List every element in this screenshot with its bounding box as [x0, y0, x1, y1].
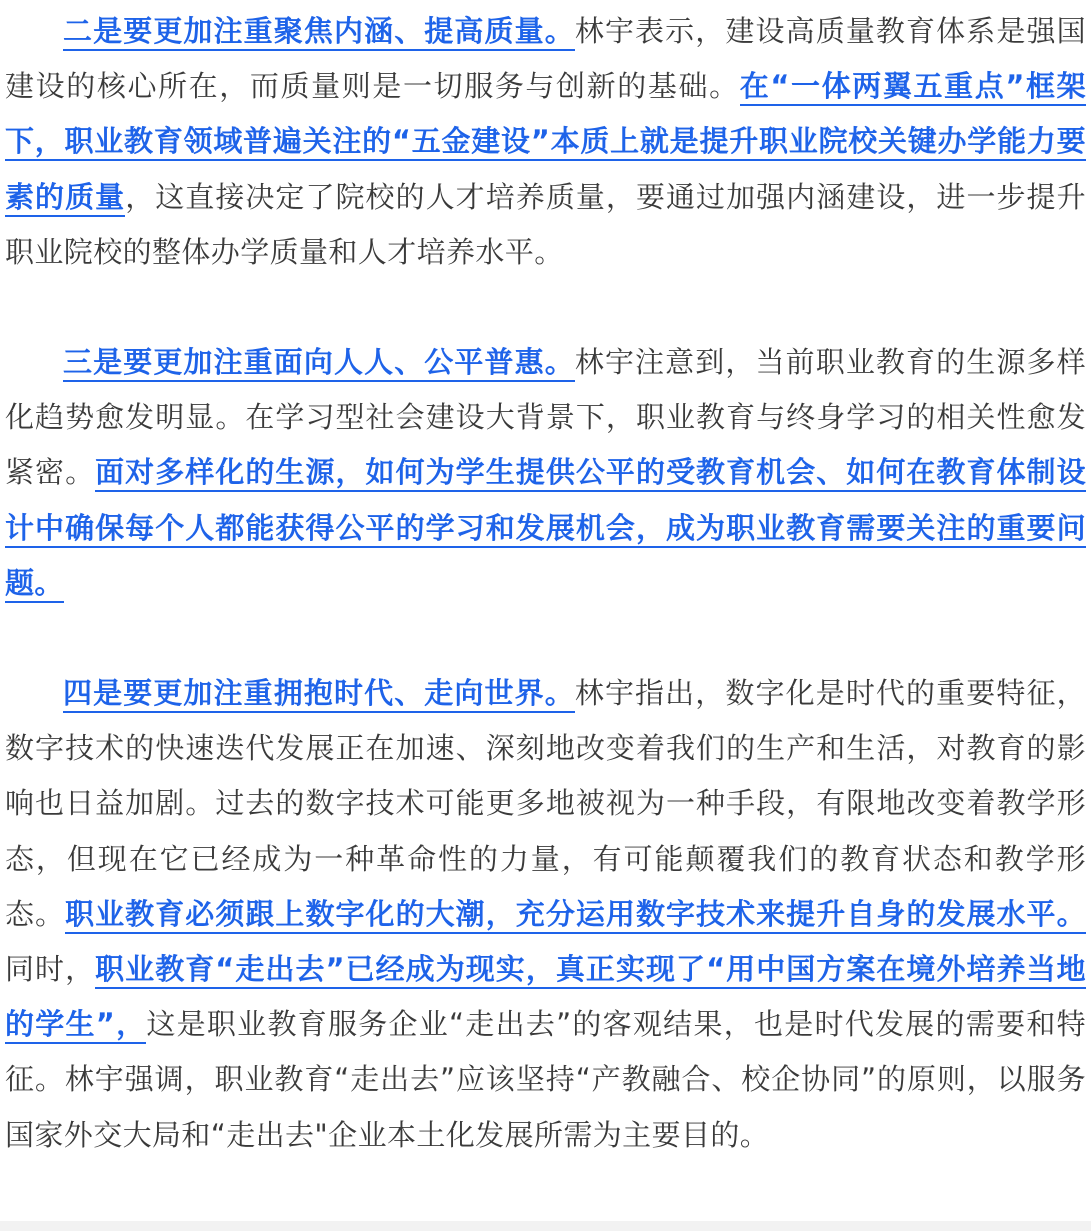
emphasis-heading: 三是要更加注重面向人人、公平普惠。	[63, 345, 575, 382]
paragraph-digital-global	[5, 666, 1086, 1163]
body-text: ，这直接决定了院校的人才培养质量，要通过加强内涵建设，进一步提升职业院校的整体办学质量和人才培养水平。	[5, 179, 1086, 269]
body-text: 林宇注意到，当前职业教育的生源多样化趋势愈发明显。在学习型社会建设大背景下，职业教育与终身学习的相关性愈发紧密。	[5, 345, 1086, 490]
emphasis-text: 职业教育必须跟上数字化的大潮，充分运用数字技术来提升自身的发展水平。	[65, 897, 1086, 934]
body-text: 林宇指出，数字化是时代的重要特征，数字技术的快速迭代发展正在加速、深刻地改变着我们的生产和生活，对教育的影响也日益加剧。过去的数字技术可能更多地被视为一种手段，有限地改变着教学形态，但现在它已经成为一种革命性的力量，有可能颠覆我们的教育状态和教学形态。	[5, 676, 1086, 931]
body-text: 这是职业教育服务企业“走出去”的客观结果，也是时代发展的需要和特征。林宇强调，职业教育“走出去”应该坚持“产教融合、校企协同”的原则，以服务国家外交大局和“走出去"企业本土化发展所需为主要目的。	[5, 1007, 1087, 1152]
emphasis-text: 在“一体两翼五重点”框架下，职业教育领域普遍关注的“五金建设”本质上就是提升职业院校关键办学能力要素的质量	[5, 69, 1086, 216]
body-text: 同时，	[5, 952, 96, 987]
paragraph-fairness	[5, 335, 1086, 611]
body-text: 林宇表示，建设高质量教育体系是强国建设的核心所在，而质量则是一切服务与创新的基础。	[5, 14, 1086, 104]
emphasis-heading: 二是要更加注重聚焦内涵、提高质量。	[63, 14, 575, 51]
footer-divider	[0, 1221, 1091, 1231]
emphasis-text: 职业教育“走出去”已经成为现实，真正实现了“用中国方案在境外培养当地的学生”，	[5, 952, 1086, 1044]
article-body	[5, 4, 1086, 1163]
emphasis-heading: 四是要更加注重拥抱时代、走向世界。	[63, 676, 575, 713]
paragraph-quality	[5, 4, 1086, 280]
emphasis-text: 面对多样化的生源，如何为学生提供公平的受教育机会、如何在教育体制设计中确保每个人都能获得公平的学习和发展机会，成为职业教育需要关注的重要问题。	[5, 455, 1086, 602]
